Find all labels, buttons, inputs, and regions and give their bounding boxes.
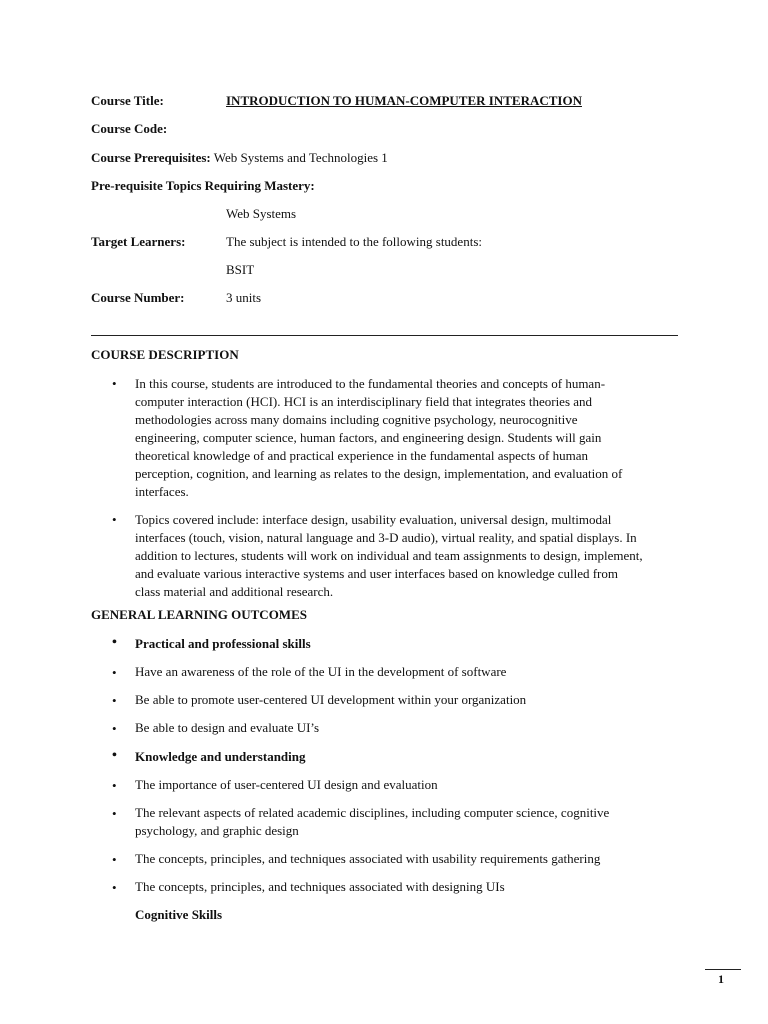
mastery-value: Web Systems: [226, 206, 297, 221]
bullet-icon: •: [112, 665, 117, 680]
course-title-label: Course Title:: [91, 93, 164, 108]
course-title-value: INTRODUCTION TO HUMAN-COMPUTER INTERACTION: [226, 93, 582, 108]
list-item: The importance of user-centered UI design and evaluation: [135, 777, 438, 792]
bullet-icon: •: [112, 721, 117, 736]
course-code-label: Course Code:: [91, 121, 168, 136]
cognitive-skills-heading: Cognitive Skills: [135, 907, 223, 922]
footer-rule: [705, 969, 741, 970]
description-paragraph: In this course, students are introduced to the fundamental theories and concepts of human- computer interaction (HCI). HCI is an interdisciplinary field that integrates theories and methodologies across many domains including cognitive psychology, neurocognitive engineering, computer science, human factors, and engineering design. Students will gain theoretical knowledge of and practical experience in the fundamental aspects of human perception, cognition, and learning as relates to the design, implementation, and evaluation of interfaces.: [135, 376, 623, 499]
target-learners-value: The subject is intended to the following students:: [226, 234, 482, 249]
target-learners-label: Target Learners:: [91, 234, 186, 249]
bullet-icon: •: [112, 635, 117, 650]
bullet-icon: •: [112, 778, 117, 793]
practical-skills-heading: Practical and professional skills: [135, 636, 311, 651]
description-paragraph: Topics covered include: interface design, usability evaluation, universal design, multimodal interfaces (touch, vision, natural language and 3-D audio), virtual reality, and spatial displays. In addition to lectures, students will work on individual and team assignments to design, implement, and evaluate various interactive systems and user interfaces based on knowledge culled from class material and additional research.: [135, 512, 643, 599]
bullet-icon: •: [112, 806, 117, 821]
bullet-icon: •: [112, 512, 117, 527]
list-item: The concepts, principles, and techniques associated with designing UIs: [135, 879, 505, 894]
knowledge-heading: Knowledge and understanding: [135, 749, 306, 764]
course-description-heading: COURSE DESCRIPTION: [91, 347, 239, 362]
list-item: The concepts, principles, and techniques associated with usability requirements gathering: [135, 851, 601, 866]
course-number-label: Course Number:: [91, 290, 185, 305]
bullet-icon: •: [112, 748, 117, 763]
list-item: The relevant aspects of related academic disciplines, including computer science, cognitive psychology, and graphic design: [135, 805, 610, 838]
target-learners-program: BSIT: [226, 262, 255, 277]
bullet-icon: •: [112, 852, 117, 867]
section-divider: [91, 335, 678, 336]
bullet-icon: •: [112, 693, 117, 708]
list-item: Have an awareness of the role of the UI in the development of software: [135, 664, 507, 679]
prerequisites-value: Web Systems and Technologies 1: [213, 150, 388, 165]
bullet-icon: •: [112, 880, 117, 895]
prerequisites-label: Course Prerequisites:: [91, 150, 211, 165]
page-number: 1: [718, 972, 724, 986]
bullet-icon: •: [112, 376, 117, 391]
list-item: Be able to design and evaluate UI’s: [135, 720, 320, 735]
mastery-label: Pre-requisite Topics Requiring Mastery:: [91, 178, 315, 193]
course-number-value: 3 units: [226, 290, 262, 305]
prerequisites-row: [91, 150, 388, 166]
learning-outcomes-heading: GENERAL LEARNING OUTCOMES: [91, 607, 307, 622]
list-item: Be able to promote user-centered UI development within your organization: [135, 692, 527, 707]
